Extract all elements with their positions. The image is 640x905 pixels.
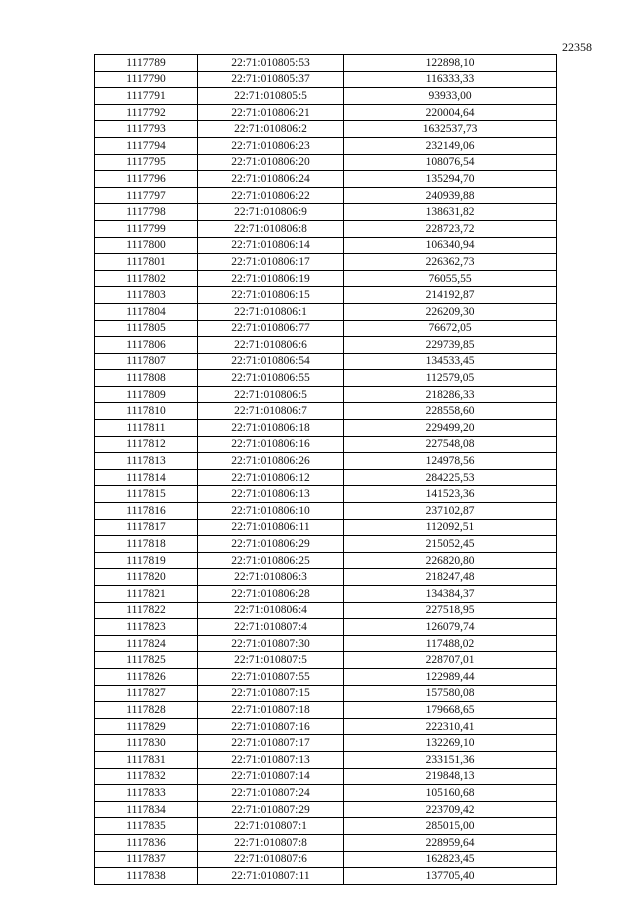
record-number-cell: 1117826 bbox=[95, 668, 198, 685]
cadastral-value-cell: 233151,36 bbox=[344, 751, 557, 768]
table-row bbox=[95, 353, 557, 370]
table-row bbox=[95, 536, 557, 553]
page-number: 22358 bbox=[562, 40, 592, 54]
cadastral-value-cell: 228959,64 bbox=[344, 834, 557, 851]
record-number-cell: 1117807 bbox=[95, 353, 198, 370]
record-number-cell: 1117814 bbox=[95, 469, 198, 486]
record-number-cell: 1117824 bbox=[95, 635, 198, 652]
cadastral-value-cell: 215052,45 bbox=[344, 536, 557, 553]
cadastral-value-cell: 223709,42 bbox=[344, 801, 557, 818]
cadastral-number-cell: 22:71:010806:21 bbox=[198, 104, 344, 121]
record-number-cell: 1117829 bbox=[95, 718, 198, 735]
cadastral-value-cell: 141523,36 bbox=[344, 486, 557, 503]
cadastral-value-cell: 106340,94 bbox=[344, 237, 557, 254]
cadastral-value-cell: 132269,10 bbox=[344, 735, 557, 752]
table-row bbox=[95, 154, 557, 171]
cadastral-value-cell: 240939,88 bbox=[344, 187, 557, 204]
cadastral-value-cell: 228558,60 bbox=[344, 403, 557, 420]
record-number-cell: 1117802 bbox=[95, 270, 198, 287]
record-number-cell: 1117796 bbox=[95, 171, 198, 188]
record-number-cell: 1117823 bbox=[95, 619, 198, 636]
record-number-cell: 1117809 bbox=[95, 386, 198, 403]
cadastral-value-cell: 117488,02 bbox=[344, 635, 557, 652]
record-number-cell: 1117791 bbox=[95, 88, 198, 105]
record-number-cell: 1117835 bbox=[95, 818, 198, 835]
cadastral-number-cell: 22:71:010807:11 bbox=[198, 868, 344, 885]
cadastral-value-cell: 285015,00 bbox=[344, 818, 557, 835]
cadastral-number-cell: 22:71:010807:6 bbox=[198, 851, 344, 868]
record-number-cell: 1117806 bbox=[95, 337, 198, 354]
cadastral-number-cell: 22:71:010806:20 bbox=[198, 154, 344, 171]
table-row bbox=[95, 403, 557, 420]
table-row bbox=[95, 270, 557, 287]
table-row bbox=[95, 635, 557, 652]
table-row bbox=[95, 851, 557, 868]
cadastral-value-cell: 126079,74 bbox=[344, 619, 557, 636]
cadastral-value-cell: 229739,85 bbox=[344, 337, 557, 354]
cadastral-number-cell: 22:71:010806:28 bbox=[198, 586, 344, 603]
record-number-cell: 1117828 bbox=[95, 702, 198, 719]
cadastral-value-cell: 137705,40 bbox=[344, 868, 557, 885]
record-number-cell: 1117819 bbox=[95, 552, 198, 569]
cadastral-number-cell: 22:71:010806:6 bbox=[198, 337, 344, 354]
table-row bbox=[95, 171, 557, 188]
cadastral-value-cell: 179668,65 bbox=[344, 702, 557, 719]
record-number-cell: 1117815 bbox=[95, 486, 198, 503]
record-number-cell: 1117825 bbox=[95, 652, 198, 669]
cadastral-number-cell: 22:71:010806:13 bbox=[198, 486, 344, 503]
cadastral-value-cell: 76055,55 bbox=[344, 270, 557, 287]
record-number-cell: 1117801 bbox=[95, 254, 198, 271]
cadastral-number-cell: 22:71:010806:1 bbox=[198, 303, 344, 320]
record-number-cell: 1117820 bbox=[95, 569, 198, 586]
cadastral-value-cell: 226820,80 bbox=[344, 552, 557, 569]
table-row bbox=[95, 287, 557, 304]
record-number-cell: 1117831 bbox=[95, 751, 198, 768]
table-row bbox=[95, 337, 557, 354]
cadastral-number-cell: 22:71:010807:55 bbox=[198, 668, 344, 685]
table-row bbox=[95, 751, 557, 768]
record-number-cell: 1117804 bbox=[95, 303, 198, 320]
cadastral-value-cell: 218247,48 bbox=[344, 569, 557, 586]
cadastral-number-cell: 22:71:010807:8 bbox=[198, 834, 344, 851]
cadastral-number-cell: 22:71:010807:18 bbox=[198, 702, 344, 719]
cadastral-value-cell: 76672,05 bbox=[344, 320, 557, 337]
table-row bbox=[95, 104, 557, 121]
record-number-cell: 1117810 bbox=[95, 403, 198, 420]
table-row bbox=[95, 420, 557, 437]
cadastral-value-cell: 226362,73 bbox=[344, 254, 557, 271]
cadastral-value-cell: 284225,53 bbox=[344, 469, 557, 486]
table-row bbox=[95, 868, 557, 885]
cadastral-value-cell: 135294,70 bbox=[344, 171, 557, 188]
cadastral-value-cell: 134533,45 bbox=[344, 353, 557, 370]
record-number-cell: 1117837 bbox=[95, 851, 198, 868]
record-number-cell: 1117816 bbox=[95, 503, 198, 520]
cadastral-value-cell: 112579,05 bbox=[344, 370, 557, 387]
record-number-cell: 1117830 bbox=[95, 735, 198, 752]
record-number-cell: 1117792 bbox=[95, 104, 198, 121]
cadastral-number-cell: 22:71:010806:77 bbox=[198, 320, 344, 337]
cadastral-value-cell: 138631,82 bbox=[344, 204, 557, 221]
cadastral-value-cell: 162823,45 bbox=[344, 851, 557, 868]
cadastral-number-cell: 22:71:010806:5 bbox=[198, 386, 344, 403]
record-number-cell: 1117789 bbox=[95, 55, 198, 72]
cadastral-value-cell: 220004,64 bbox=[344, 104, 557, 121]
cadastral-number-cell: 22:71:010806:15 bbox=[198, 287, 344, 304]
registry-table-body bbox=[95, 55, 557, 885]
table-row bbox=[95, 785, 557, 802]
table-row bbox=[95, 552, 557, 569]
record-number-cell: 1117797 bbox=[95, 187, 198, 204]
table-row bbox=[95, 668, 557, 685]
record-number-cell: 1117827 bbox=[95, 685, 198, 702]
cadastral-number-cell: 22:71:010806:11 bbox=[198, 519, 344, 536]
cadastral-number-cell: 22:71:010807:16 bbox=[198, 718, 344, 735]
record-number-cell: 1117790 bbox=[95, 71, 198, 88]
cadastral-number-cell: 22:71:010806:18 bbox=[198, 420, 344, 437]
record-number-cell: 1117808 bbox=[95, 370, 198, 387]
record-number-cell: 1117821 bbox=[95, 586, 198, 603]
record-number-cell: 1117794 bbox=[95, 137, 198, 154]
table-row bbox=[95, 486, 557, 503]
record-number-cell: 1117799 bbox=[95, 220, 198, 237]
cadastral-number-cell: 22:71:010807:30 bbox=[198, 635, 344, 652]
cadastral-number-cell: 22:71:010806:4 bbox=[198, 602, 344, 619]
table-row bbox=[95, 801, 557, 818]
table-row bbox=[95, 254, 557, 271]
table-row bbox=[95, 685, 557, 702]
table-row bbox=[95, 137, 557, 154]
cadastral-value-cell: 157580,08 bbox=[344, 685, 557, 702]
cadastral-value-cell: 237102,87 bbox=[344, 503, 557, 520]
table-row bbox=[95, 204, 557, 221]
cadastral-value-cell: 122989,44 bbox=[344, 668, 557, 685]
table-row bbox=[95, 386, 557, 403]
cadastral-value-cell: 218286,33 bbox=[344, 386, 557, 403]
cadastral-number-cell: 22:71:010807:13 bbox=[198, 751, 344, 768]
cadastral-number-cell: 22:71:010807:17 bbox=[198, 735, 344, 752]
cadastral-value-cell: 229499,20 bbox=[344, 420, 557, 437]
record-number-cell: 1117811 bbox=[95, 420, 198, 437]
cadastral-value-cell: 228707,01 bbox=[344, 652, 557, 669]
cadastral-number-cell: 22:71:010806:12 bbox=[198, 469, 344, 486]
table-row bbox=[95, 469, 557, 486]
table-row bbox=[95, 602, 557, 619]
table-row bbox=[95, 768, 557, 785]
cadastral-number-cell: 22:71:010807:15 bbox=[198, 685, 344, 702]
cadastral-number-cell: 22:71:010806:22 bbox=[198, 187, 344, 204]
cadastral-number-cell: 22:71:010806:55 bbox=[198, 370, 344, 387]
record-number-cell: 1117818 bbox=[95, 536, 198, 553]
record-number-cell: 1117795 bbox=[95, 154, 198, 171]
table-row bbox=[95, 503, 557, 520]
cadastral-number-cell: 22:71:010806:25 bbox=[198, 552, 344, 569]
table-row bbox=[95, 303, 557, 320]
table-row bbox=[95, 834, 557, 851]
table-row bbox=[95, 88, 557, 105]
registry-table bbox=[94, 54, 557, 885]
table-row bbox=[95, 519, 557, 536]
cadastral-number-cell: 22:71:010806:9 bbox=[198, 204, 344, 221]
record-number-cell: 1117803 bbox=[95, 287, 198, 304]
table-row bbox=[95, 652, 557, 669]
cadastral-number-cell: 22:71:010807:1 bbox=[198, 818, 344, 835]
cadastral-number-cell: 22:71:010806:23 bbox=[198, 137, 344, 154]
cadastral-value-cell: 222310,41 bbox=[344, 718, 557, 735]
record-number-cell: 1117817 bbox=[95, 519, 198, 536]
table-row bbox=[95, 436, 557, 453]
cadastral-number-cell: 22:71:010806:17 bbox=[198, 254, 344, 271]
table-row bbox=[95, 586, 557, 603]
cadastral-value-cell: 112092,51 bbox=[344, 519, 557, 536]
cadastral-number-cell: 22:71:010807:4 bbox=[198, 619, 344, 636]
table-row bbox=[95, 735, 557, 752]
record-number-cell: 1117812 bbox=[95, 436, 198, 453]
record-number-cell: 1117798 bbox=[95, 204, 198, 221]
cadastral-number-cell: 22:71:010806:29 bbox=[198, 536, 344, 553]
cadastral-number-cell: 22:71:010806:54 bbox=[198, 353, 344, 370]
table-row bbox=[95, 55, 557, 72]
cadastral-value-cell: 116333,33 bbox=[344, 71, 557, 88]
cadastral-value-cell: 228723,72 bbox=[344, 220, 557, 237]
record-number-cell: 1117838 bbox=[95, 868, 198, 885]
table-row bbox=[95, 71, 557, 88]
cadastral-number-cell: 22:71:010806:7 bbox=[198, 403, 344, 420]
table-row bbox=[95, 453, 557, 470]
cadastral-value-cell: 122898,10 bbox=[344, 55, 557, 72]
record-number-cell: 1117822 bbox=[95, 602, 198, 619]
cadastral-number-cell: 22:71:010807:14 bbox=[198, 768, 344, 785]
record-number-cell: 1117836 bbox=[95, 834, 198, 851]
cadastral-number-cell: 22:71:010807:5 bbox=[198, 652, 344, 669]
record-number-cell: 1117800 bbox=[95, 237, 198, 254]
record-number-cell: 1117833 bbox=[95, 785, 198, 802]
cadastral-number-cell: 22:71:010806:10 bbox=[198, 503, 344, 520]
record-number-cell: 1117805 bbox=[95, 320, 198, 337]
cadastral-number-cell: 22:71:010805:37 bbox=[198, 71, 344, 88]
cadastral-number-cell: 22:71:010806:16 bbox=[198, 436, 344, 453]
cadastral-number-cell: 22:71:010806:19 bbox=[198, 270, 344, 287]
cadastral-number-cell: 22:71:010806:8 bbox=[198, 220, 344, 237]
table-row bbox=[95, 702, 557, 719]
cadastral-value-cell: 227518,95 bbox=[344, 602, 557, 619]
record-number-cell: 1117813 bbox=[95, 453, 198, 470]
cadastral-number-cell: 22:71:010806:2 bbox=[198, 121, 344, 138]
cadastral-value-cell: 227548,08 bbox=[344, 436, 557, 453]
cadastral-value-cell: 214192,87 bbox=[344, 287, 557, 304]
table-row bbox=[95, 320, 557, 337]
table-row bbox=[95, 569, 557, 586]
record-number-cell: 1117793 bbox=[95, 121, 198, 138]
table-row bbox=[95, 187, 557, 204]
cadastral-number-cell: 22:71:010807:29 bbox=[198, 801, 344, 818]
cadastral-value-cell: 124978,56 bbox=[344, 453, 557, 470]
record-number-cell: 1117832 bbox=[95, 768, 198, 785]
cadastral-number-cell: 22:71:010805:53 bbox=[198, 55, 344, 72]
table-row bbox=[95, 370, 557, 387]
cadastral-number-cell: 22:71:010806:26 bbox=[198, 453, 344, 470]
cadastral-value-cell: 232149,06 bbox=[344, 137, 557, 154]
cadastral-value-cell: 1632537,73 bbox=[344, 121, 557, 138]
record-number-cell: 1117834 bbox=[95, 801, 198, 818]
cadastral-value-cell: 134384,37 bbox=[344, 586, 557, 603]
table-row bbox=[95, 718, 557, 735]
cadastral-value-cell: 226209,30 bbox=[344, 303, 557, 320]
cadastral-number-cell: 22:71:010805:5 bbox=[198, 88, 344, 105]
table-row bbox=[95, 237, 557, 254]
cadastral-value-cell: 219848,13 bbox=[344, 768, 557, 785]
cadastral-number-cell: 22:71:010807:24 bbox=[198, 785, 344, 802]
cadastral-value-cell: 105160,68 bbox=[344, 785, 557, 802]
cadastral-number-cell: 22:71:010806:14 bbox=[198, 237, 344, 254]
cadastral-number-cell: 22:71:010806:24 bbox=[198, 171, 344, 188]
table-row bbox=[95, 220, 557, 237]
cadastral-value-cell: 93933,00 bbox=[344, 88, 557, 105]
cadastral-value-cell: 108076,54 bbox=[344, 154, 557, 171]
cadastral-number-cell: 22:71:010806:3 bbox=[198, 569, 344, 586]
table-row bbox=[95, 121, 557, 138]
table-row bbox=[95, 619, 557, 636]
table-row bbox=[95, 818, 557, 835]
